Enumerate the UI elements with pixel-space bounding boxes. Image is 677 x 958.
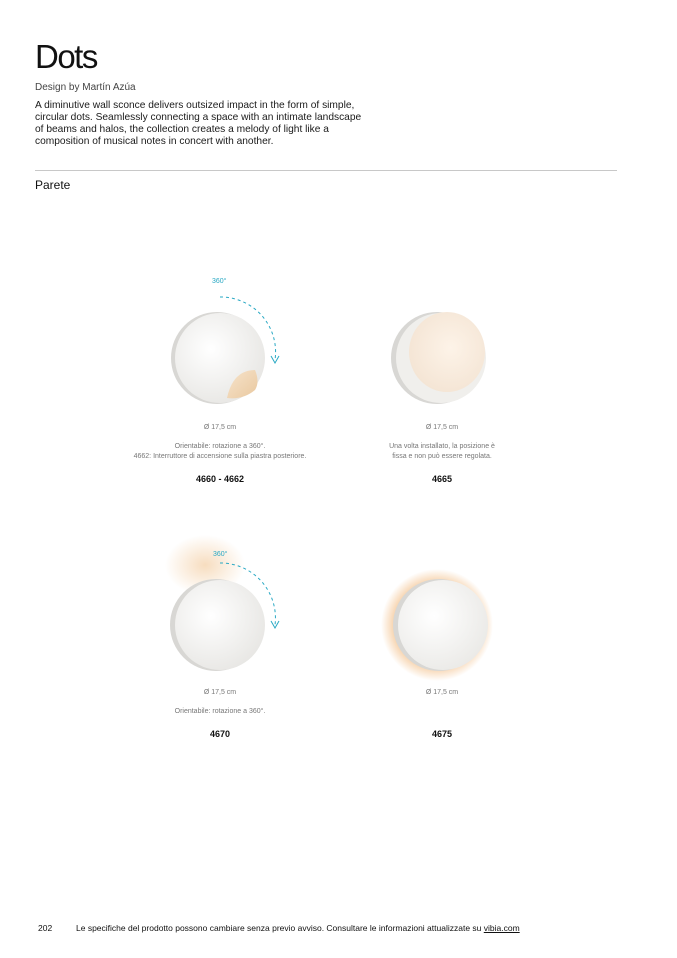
page-title: Dots bbox=[35, 38, 97, 75]
product-dimension: Ø 17,5 cm bbox=[203, 689, 237, 696]
footer-disclaimer: Le specifiche del prodotto possono cambiare senza previo avviso. Consultare le informazioni attualizzate su bbox=[76, 923, 482, 933]
rotation-label: 360° bbox=[213, 551, 228, 558]
lamp-4665-image bbox=[327, 270, 557, 420]
product-4670 bbox=[105, 535, 335, 739]
product-code: 4660 - 4662 bbox=[195, 474, 245, 484]
product-4660-4662 bbox=[105, 270, 335, 484]
lamp-4675-image bbox=[327, 535, 557, 685]
product-4675 bbox=[327, 535, 557, 739]
product-4665 bbox=[327, 270, 557, 484]
vibia-link[interactable]: vibia.com bbox=[483, 923, 520, 933]
product-code: 4675 bbox=[431, 729, 453, 739]
lamp-disc bbox=[175, 580, 265, 670]
lamp-disc bbox=[398, 580, 488, 670]
lamp-inner-glow bbox=[409, 312, 485, 392]
page-footer bbox=[38, 923, 520, 933]
section-divider bbox=[35, 170, 617, 171]
product-dimension: Ø 17,5 cm bbox=[203, 424, 237, 431]
page-number: 202 bbox=[38, 923, 53, 933]
product-dimension: Ø 17,5 cm bbox=[425, 689, 459, 696]
product-description: A diminutive wall sconce delivers outsized impact in the form of simple, circular dots. Seamlessly connecting a space with an intimate landscape of beams and halos, the collection creates a melody of light like a composition of musical notes in concert with another. bbox=[35, 100, 362, 147]
product-dimension: Ø 17,5 cm bbox=[425, 424, 459, 431]
product-code: 4665 bbox=[431, 474, 453, 484]
product-code: 4670 bbox=[209, 729, 231, 739]
rotation-label: 360° bbox=[212, 278, 227, 285]
product-note: Una volta installato, la posizione è fissa e non può essere regolata. bbox=[389, 443, 495, 460]
product-note: Orientabile: rotazione a 360°. bbox=[174, 708, 266, 715]
lamp-4660-image bbox=[105, 270, 335, 420]
designer-credit: Design by Martín Azúa bbox=[35, 82, 136, 93]
section-title: Parete bbox=[35, 178, 71, 192]
product-note: Orientabile: rotazione a 360°. 4662: Interruttore di accensione sulla piastra posteriore. bbox=[133, 443, 307, 460]
lamp-4670-image bbox=[105, 535, 335, 685]
